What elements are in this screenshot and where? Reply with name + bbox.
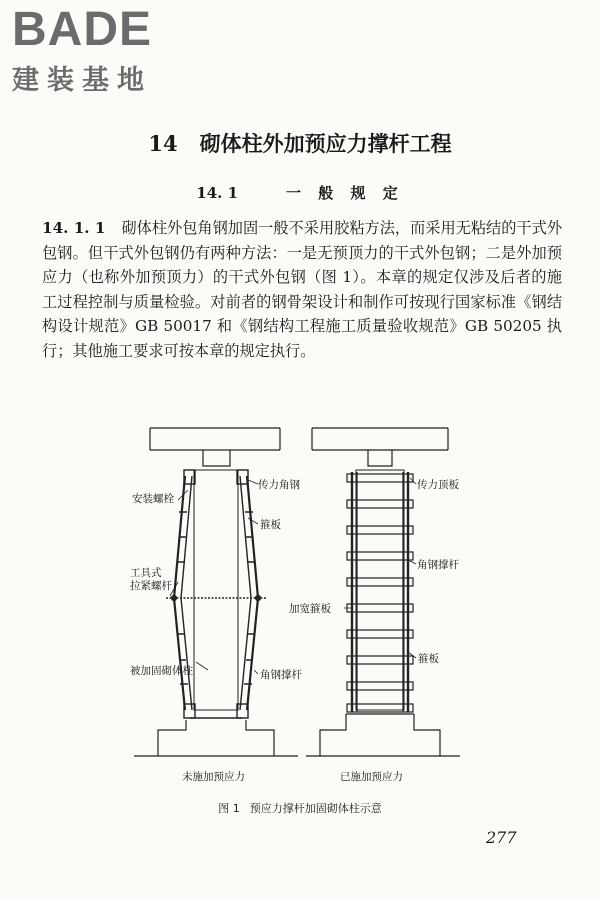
label-transfer-angle: 传力角钢: [258, 479, 300, 491]
clause-text: 砌体柱外包角钢加固一般不采用胶粘方法，而采用无粘结的干式外包钢。但干式外包钢仍有两种方法：一是无预顶力的干式外包钢；二是外加预应力（也称外加预顶力）的干式外包钢（图 1）。本章的规定仅涉及后者的施工过程控制与质量检验。对前者的钢骨架设计和制作可按现行国家标准《钢结构设计规范》GB 50017 和《钢结构工程施工质量验收规范》GB 50205 执行；其他施工要求可按本章的规定执行。: [42, 219, 563, 360]
left-slab: [150, 428, 280, 450]
page-number: 277: [486, 828, 517, 847]
right-column: [356, 470, 404, 710]
figure-caption-number: 图 1: [218, 802, 240, 815]
label-angle-strut-left: 角钢撑杆: [260, 669, 302, 681]
logo-subtitle: 建装基地: [12, 65, 152, 96]
figure-caption: [0, 800, 600, 816]
figure-drawing: [130, 412, 470, 812]
logo-word: BADE: [12, 3, 153, 56]
bade-logo: [12, 3, 153, 97]
label-transfer-top-plate: 传力顶板: [417, 479, 459, 491]
label-batten-plate-left: 箍板: [260, 519, 281, 531]
section-title: [0, 182, 600, 203]
figure-1: [130, 412, 470, 812]
left-beam: [203, 450, 230, 466]
chapter-title-text: 砌体柱外加预应力撑杆工程: [199, 131, 452, 156]
label-tool-bolt-1: 工具式: [130, 567, 162, 579]
label-wide-batten-plate: 加宽箍板: [289, 603, 331, 615]
right-footing: [320, 714, 440, 756]
label-tool-bolt-2: 拉紧螺杆: [130, 580, 172, 592]
section-title-text: 一 般 规 定: [286, 184, 404, 202]
label-batten-plate-right: 箍板: [418, 653, 439, 665]
right-slab: [312, 428, 448, 450]
chapter-number: 14: [148, 131, 178, 156]
left-footing: [158, 720, 274, 756]
left-strut-outer-r: [247, 476, 258, 710]
label-install-bolt: 安装螺栓: [132, 493, 174, 505]
label-sub-right: 已施加预应力: [340, 771, 403, 783]
label-angle-strut-right: 角钢撑杆: [417, 559, 459, 571]
figure-caption-text: 预应力撑杆加固砌体柱示意: [249, 802, 382, 815]
label-reinforced-column: 被加固砌体柱: [130, 665, 193, 677]
section-number: 14. 1: [196, 184, 239, 202]
clause-number: 14. 1. 1: [42, 219, 106, 237]
clause-paragraph: [42, 216, 562, 364]
left-column: [194, 470, 238, 710]
label-sub-left: 未施加预应力: [182, 771, 245, 783]
chapter-title: [0, 128, 600, 158]
